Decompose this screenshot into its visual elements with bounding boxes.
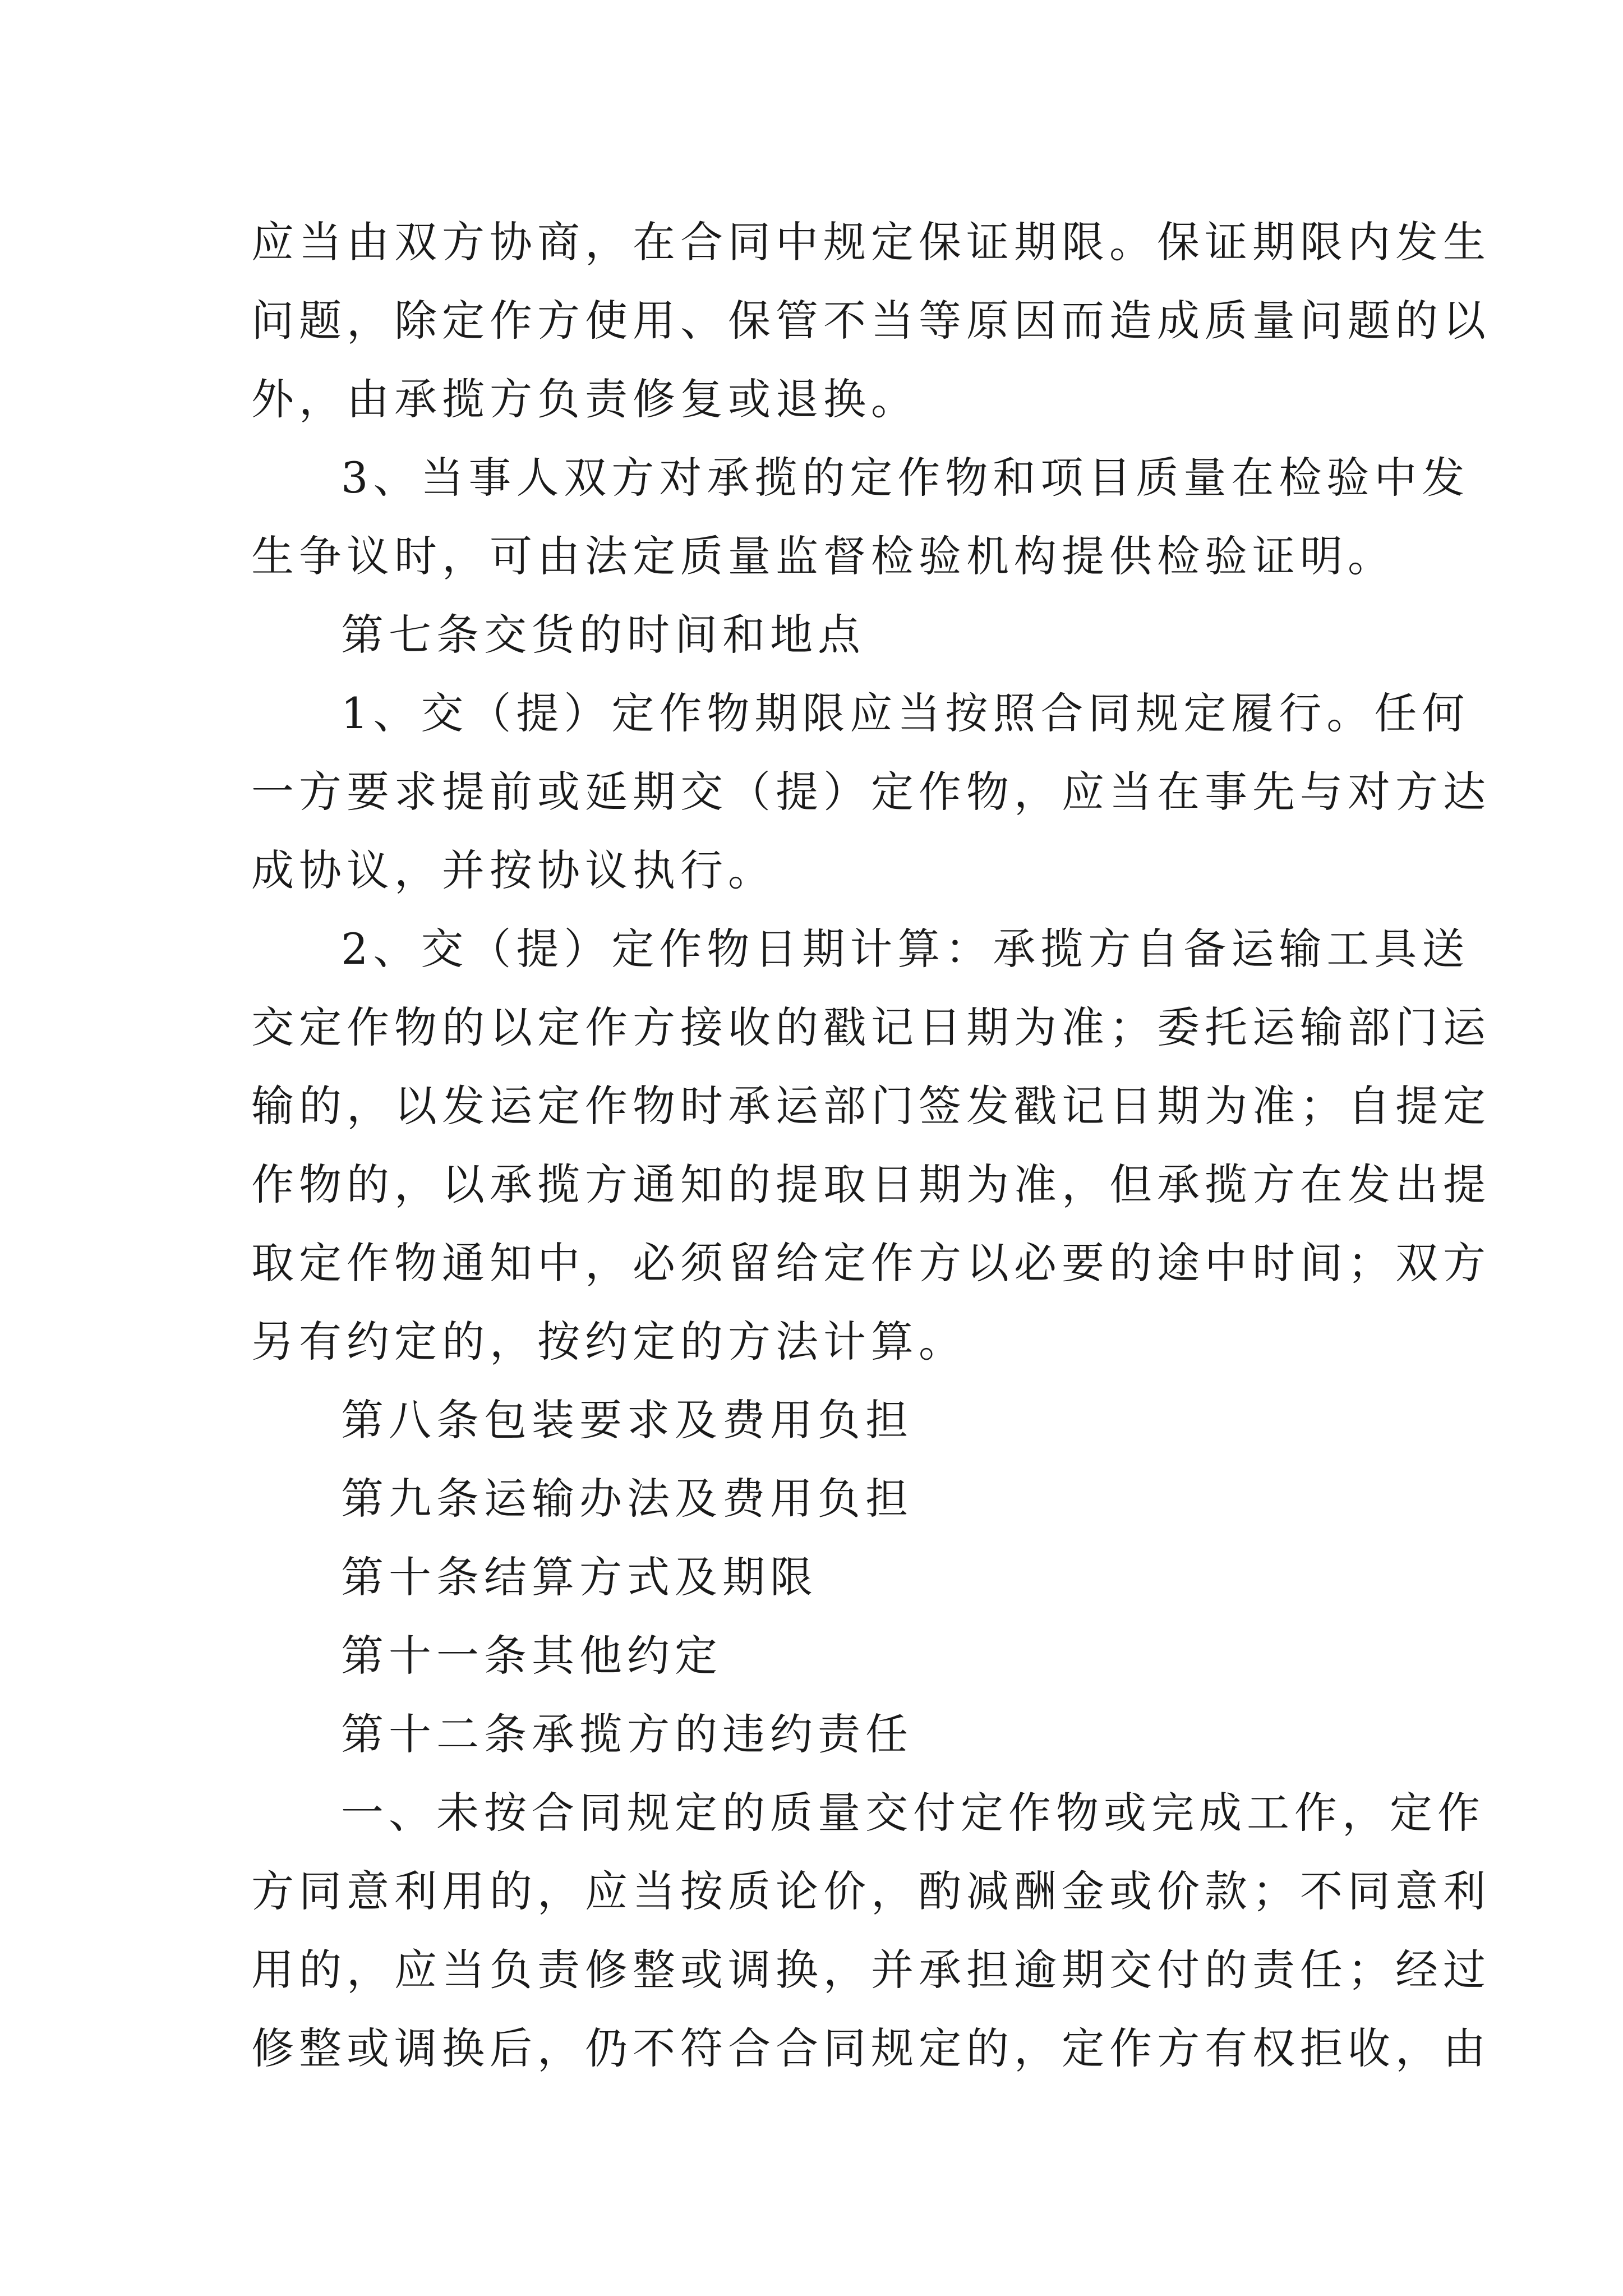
text-line: 3、当事人双方对承揽的定作物和项目质量在检验中发 xyxy=(341,453,1470,503)
text-line: 一、未按合同规定的质量交付定作物或完成工作，定作 xyxy=(341,1788,1485,1838)
text-line: 问题，除定作方使用、保管不当等原因而造成质量问题的以 xyxy=(251,296,1491,346)
text-line: 2、交（提）定作物日期计算：承揽方自备运输工具送 xyxy=(341,924,1470,974)
text-line: 生争议时，可由法定质量监督检验机构提供检验证明。 xyxy=(251,531,1395,581)
section-heading: 第七条交货的时间和地点 xyxy=(341,610,865,660)
text-line: 作物的，以承揽方通知的提取日期为准，但承揽方在发出提 xyxy=(251,1159,1491,1209)
text-line: 交定作物的以定作方接收的戳记日期为准；委托运输部门运 xyxy=(251,1002,1491,1052)
section-heading: 第九条运输办法及费用负担 xyxy=(341,1474,913,1524)
section-heading: 第八条包装要求及费用负担 xyxy=(341,1395,913,1445)
text-line: 应当由双方协商，在合同中规定保证期限。保证期限内发生 xyxy=(251,217,1491,267)
document-body xyxy=(251,203,1491,2088)
text-line: 1、交（提）定作物期限应当按照合同规定履行。任何 xyxy=(341,688,1470,738)
text-line: 输的，以发运定作物时承运部门签发戳记日期为准；自提定 xyxy=(251,1081,1491,1131)
text-line: 另有约定的，按约定的方法计算。 xyxy=(251,1317,966,1366)
text-line: 用的，应当负责修整或调换，并承担逾期交付的责任；经过 xyxy=(251,1945,1491,1995)
text-line: 方同意利用的，应当按质论价，酌减酬金或价款；不同意利 xyxy=(251,1866,1491,1916)
section-heading: 第十条结算方式及期限 xyxy=(341,1552,818,1602)
text-line: 取定作物通知中，必须留给定作方以必要的途中时间；双方 xyxy=(251,1238,1491,1288)
section-heading: 第十二条承揽方的违约责任 xyxy=(341,1709,913,1759)
text-line: 成协议，并按协议执行。 xyxy=(251,845,776,895)
text-line: 修整或调换后，仍不符合合同规定的，定作方有权拒收，由 xyxy=(251,2023,1491,2073)
section-heading: 第十一条其他约定 xyxy=(341,1631,722,1681)
text-line: 外，由承揽方负责修复或退换。 xyxy=(251,374,919,424)
text-line: 一方要求提前或延期交（提）定作物，应当在事先与对方达 xyxy=(251,767,1491,817)
